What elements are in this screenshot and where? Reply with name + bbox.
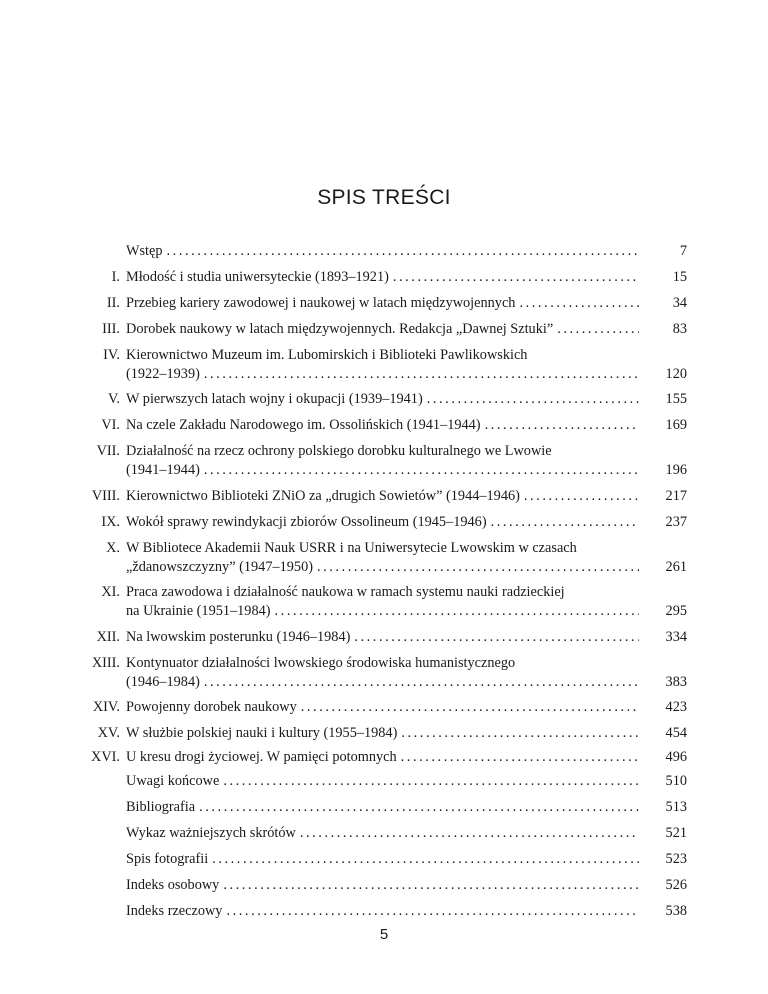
entry-title	[126, 824, 639, 843]
entry-page-number: 237	[665, 514, 687, 530]
entry-title	[126, 320, 639, 339]
entry-title-line: (1922–1939)	[126, 366, 204, 382]
entry-title-line: Kierownictwo Muzeum im. Lubomirskich i Biblioteki Pawlikowskich	[126, 347, 531, 363]
entry-title	[126, 876, 639, 895]
entry-title-line: Na lwowskim posterunku (1946–1984)	[126, 629, 354, 645]
entry-title-line: W Bibliotece Akademii Nauk USRR i na Uniwersytecie Lwowskim w czasach	[126, 540, 581, 556]
page-number: 5	[379, 926, 389, 943]
entry-title-line: (1941–1944)	[126, 462, 204, 478]
entry-page-number: 120	[665, 366, 687, 382]
entry-page-number: 295	[665, 603, 687, 619]
entry-title	[126, 242, 639, 261]
chapter-number: II.	[106, 295, 120, 311]
entry-page-number: 169	[665, 417, 687, 433]
chapter-number: VIII.	[91, 488, 120, 504]
entry-title-line: Działalność na rzecz ochrony polskiego dorobku kulturalnego we Lwowie	[126, 443, 556, 459]
chapter-number: III.	[102, 321, 120, 337]
entry-title	[126, 628, 639, 647]
entry-title-line: U kresu drogi życiowej. W pamięci potomnych	[126, 749, 401, 765]
entry-title	[126, 902, 639, 921]
entry-page-number: 513	[665, 799, 687, 815]
entry-title-line: Bibliografia	[126, 799, 199, 815]
entry-title	[126, 654, 639, 692]
entry-page-number: 423	[665, 699, 687, 715]
entry-page-number: 538	[665, 903, 687, 919]
entry-title	[126, 748, 639, 767]
entry-title	[126, 698, 639, 717]
chapter-number: XVI.	[91, 749, 120, 765]
entry-title-line: Praca zawodowa i działalność naukowa w ramach systemu nauki radzieckiej	[126, 584, 569, 600]
entry-title-line: Kierownictwo Biblioteki ZNiO za „drugich Sowietów” (1944–1946)	[126, 488, 524, 504]
chapter-number: XIV.	[92, 699, 120, 715]
entry-title-line: Na czele Zakładu Narodowego im. Ossolińskich (1941–1944)	[126, 417, 485, 433]
entry-title-line: W służbie polskiej nauki i kultury (1955–1984)	[126, 725, 401, 741]
entry-page-number: 217	[665, 488, 687, 504]
entry-page-number: 83	[672, 321, 687, 337]
entry-title	[126, 294, 639, 313]
entry-title-line: Spis fotografii	[126, 851, 212, 867]
entry-title-line: Indeks osobowy	[126, 877, 223, 893]
entry-title-line: Uwagi końcowe	[126, 773, 223, 789]
entry-title	[126, 346, 639, 384]
entry-page-number: 155	[665, 391, 687, 407]
page-title: SPIS TREŚCI	[317, 186, 451, 209]
entry-title-line: „ždanowszczyzny” (1947–1950)	[126, 559, 317, 575]
entry-page-number: 261	[665, 559, 687, 575]
entry-page-number: 510	[665, 773, 687, 789]
entry-page-number: 521	[665, 825, 687, 841]
chapter-number: IV.	[103, 347, 120, 363]
chapter-number: VI.	[101, 417, 120, 433]
entry-title-line: Wykaz ważniejszych skrótów	[126, 825, 300, 841]
entry-title	[126, 416, 639, 435]
entry-page-number: 334	[665, 629, 687, 645]
entry-title	[126, 390, 639, 409]
chapter-number: X.	[106, 540, 120, 556]
entry-page-number: 383	[665, 674, 687, 690]
entry-title-line: Powojenny dorobek naukowy	[126, 699, 301, 715]
chapter-number: IX.	[101, 514, 120, 530]
entry-title-line: Indeks rzeczowy	[126, 903, 226, 919]
chapter-number: VII.	[96, 443, 120, 459]
chapter-number: XI.	[101, 584, 120, 600]
chapter-number: XIII.	[91, 655, 120, 671]
entry-title-line: Przebieg kariery zawodowej i naukowej w latach międzywojennych	[126, 295, 519, 311]
chapter-number: V.	[107, 391, 120, 407]
chapter-number: XII.	[96, 629, 120, 645]
entry-page-number: 523	[665, 851, 687, 867]
entry-title	[126, 798, 639, 817]
entry-title-line: Wstęp	[126, 243, 167, 259]
entry-title	[126, 724, 639, 743]
entry-title	[126, 268, 639, 287]
entry-title-line: Kontynuator działalności lwowskiego środowiska humanistycznego	[126, 655, 519, 671]
entry-page-number: 15	[672, 269, 687, 285]
entry-page-number: 496	[665, 749, 687, 765]
entry-title	[126, 850, 639, 869]
entry-page-number: 196	[665, 462, 687, 478]
entry-title-line: W pierwszych latach wojny i okupacji (1939–1941)	[126, 391, 427, 407]
entry-title	[126, 487, 639, 506]
entry-title	[126, 539, 639, 577]
entry-title-line: (1946–1984)	[126, 674, 204, 690]
entry-title-line: Wokół sprawy rewindykacji zbiorów Ossolineum (1945–1946)	[126, 514, 491, 530]
entry-title	[126, 513, 639, 532]
entry-title	[126, 583, 639, 621]
entry-title-line: Dorobek naukowy w latach międzywojennych. Redakcja „Dawnej Sztuki”	[126, 321, 557, 337]
chapter-number: I.	[111, 269, 120, 285]
entry-title	[126, 442, 639, 480]
entry-page-number: 526	[665, 877, 687, 893]
chapter-number: XV.	[97, 725, 120, 741]
entry-title	[126, 772, 639, 791]
entry-title-line: na Ukrainie (1951–1984)	[126, 603, 275, 619]
entry-page-number: 7	[679, 243, 687, 259]
entry-page-number: 34	[672, 295, 687, 311]
entry-page-number: 454	[665, 725, 687, 741]
entry-title-line: Młodość i studia uniwersyteckie (1893–1921)	[126, 269, 393, 285]
